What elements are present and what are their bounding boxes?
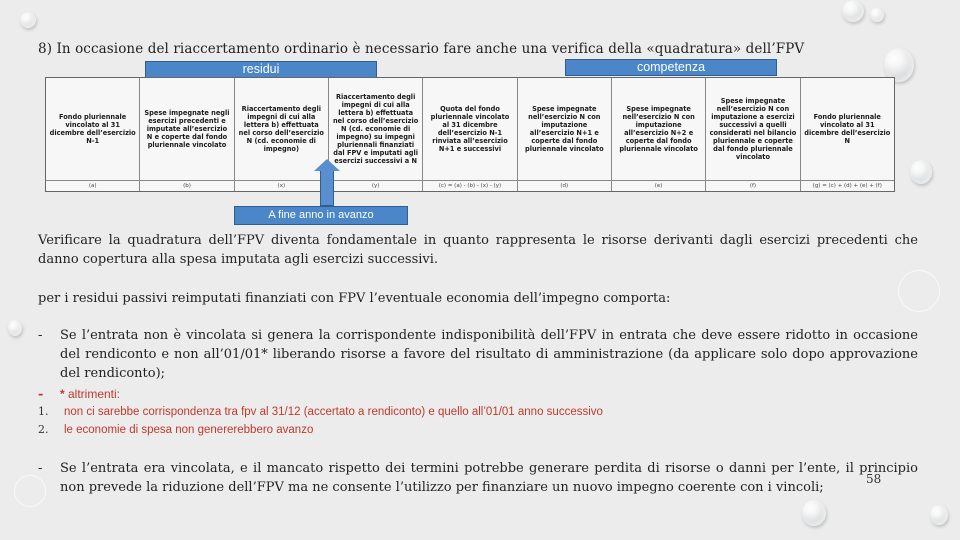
residui-label: residui [145,61,377,78]
fpv-table-formula: (b) [140,181,234,191]
fpv-table-column: Riaccertamento degli impegni di cui alla lettera b) effettuata nel corso dell’esercizio N (cd. economie di impegno) su impegni pluriennali finanziati dal FPV e imputati agli esercizi successivi a N [329,78,423,180]
numbered-item [38,423,313,436]
numbered-item-text: non ci sarebbe corrispondenza tra fpv al 31/12 (accertato a rendiconto) e quello all’01/01 anno successivo [64,406,603,418]
numbered-item-label: 2. [38,423,49,436]
bullet-entrata-vincolata [38,459,918,497]
residui-paragraph: per i residui passivi reimputati finanziati con FPV l’eventuale economia dell’impegno comporta: [38,291,671,306]
bullet-text [60,385,918,404]
water-drop-decoration [910,160,932,184]
fpv-table-formula: (y) [329,181,423,191]
water-drop-decoration [870,8,884,22]
water-drop-decoration [802,500,826,526]
fpv-table-column: Spese impegnate nell’esercizio N con imputazione a esercizi successivi a quelli considerati nel bilancio pluriennale e coperte dal fondo pluriennale vincolato [706,78,800,180]
bullet-text: Se l’entrata non è vincolata si genera la corrispondente indisponibilità dell’FPV in entrata che deve essere ridotto in occasione del rendiconto e non all’01/01* liberando risorse a favore del risultato di amministrazione (da applicare solo dopo approvazione del rendiconto); [60,328,918,381]
fpv-table-column: Riaccertamento degli impegni di cui alla lettera b) effettuata nel corso dell’esercizio N (cd. economie di impegno) [235,78,329,180]
fpv-table-formula: (d) [518,181,612,191]
fpv-table-column: Fondo pluriennale vincolato al 31 dicembre dell’esercizio N-1 [46,78,140,180]
fpv-table-formula: (c) = (a) - (b) - (x) - (y) [423,181,517,191]
numbered-item [38,405,603,418]
bullet-dash: - [38,328,43,343]
page-number: 58 [866,472,882,486]
bullet-altrimenti [38,385,918,404]
altrimenti-text: altrimenti: [64,387,121,401]
fpv-table-column: Spese impegnate negli esercizi precedenti e imputate all’esercizio N e coperte dal fondo pluriennale vincolato [140,78,234,180]
quadratura-paragraph: Verificare la quadratura dell’FPV diventa fondamentale in quanto rappresenta le risorse derivanti dagli esercizi precedenti che danno copertura alla spesa imputata agli esercizi successivi. [38,233,918,267]
numbered-item-label: 1. [38,405,49,418]
fine-anno-label: A fine anno in avanzo [234,206,408,225]
asterisk-marker: * [60,387,65,401]
bullet-dash: - [38,387,44,402]
water-drop-decoration [842,0,864,22]
water-drop-decoration [8,320,22,336]
bullet-text: Se l’entrata era vincolata, e il mancato rispetto dei termini potrebbe generare perdita di risorse o danni per l’ente, il principio non prevede la riduzione dell’FPV ma ne consente l’utilizzo per finanziare un nuovo impegno coerente con i vincoli; [60,461,918,495]
bullet-entrata-non-vincolata [38,326,918,383]
fpv-table-column: Spese impegnate nell’esercizio N con imputazione all’esercizio N+1 e coperte dal fondo pluriennale vincolato [518,78,612,180]
fpv-table-header-row [46,78,894,180]
fpv-table-formula: (f) [706,181,800,191]
fpv-table-formula-row [46,180,894,191]
fpv-table-column: Quota del fondo pluriennale vincolato al 31 dicembre dell’esercizio N-1 rinviata all’esercizio N+1 e successivi [423,78,517,180]
fpv-table-formula: (g) = (c) + (d) + (e) + (f) [812,183,882,189]
fpv-table-formula: (a) [46,181,140,191]
fpv-table-column: Spese impegnate nell’esercizio N con imputazione all’esercizio N+2 e coperte dal fondo pluriennale vincolato [612,78,706,180]
fpv-table-formula: (x) [235,181,329,191]
fpv-table [45,77,895,192]
fpv-table-formula: (e) [612,181,706,191]
water-drop-decoration [930,505,948,525]
competenza-label: competenza [565,59,777,76]
slide-heading: 8) In occasione del riaccertamento ordinario è necessario fare anche una verifica della «quadratura» dell’FPV [38,41,805,57]
numbered-item-text: le economie di spesa non genererebbero avanzo [64,424,314,436]
up-arrow-icon [320,170,334,206]
fpv-table-column: Fondo pluriennale vincolato al 31 dicembre dell’esercizio N [804,113,891,145]
water-drop-decoration [20,12,36,28]
bullet-dash: - [38,461,43,476]
